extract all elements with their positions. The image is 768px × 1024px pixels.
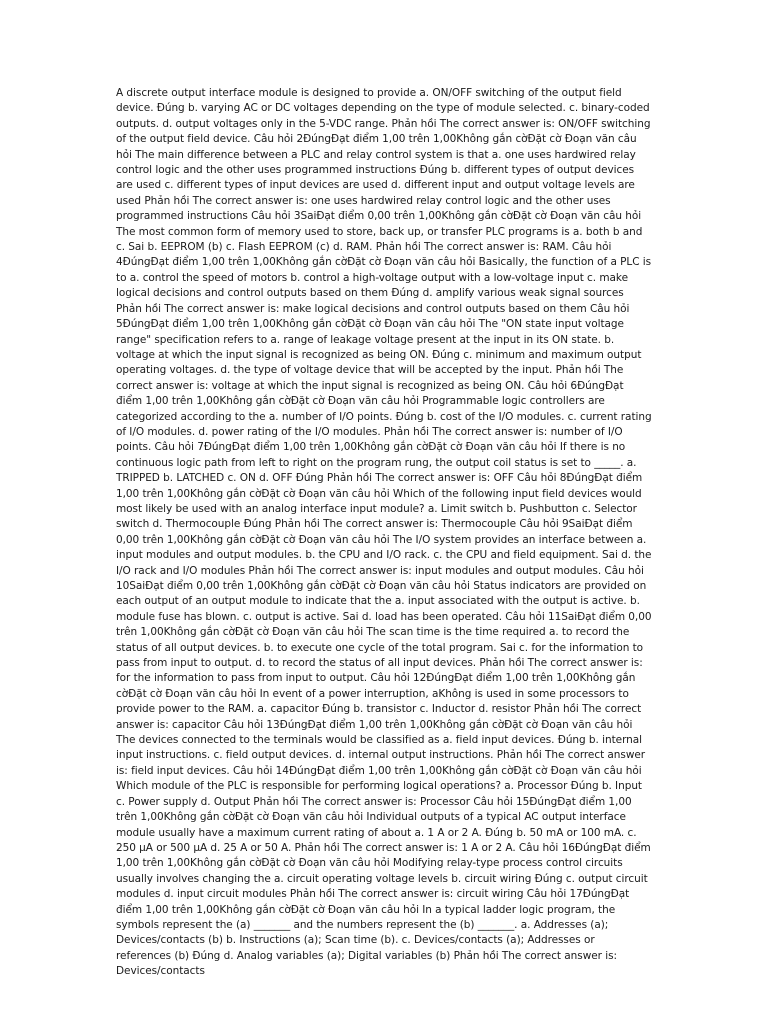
document-page [116, 86, 652, 980]
document-body-text: A discrete output interface module is designed to provide a. ON/OFF switching of the output field device. Đúng b. varying AC or DC voltages depending on the type of module selected. c. binary-coded outputs. d. output voltages only in the 5-VDC range. Phản hồi The correct answer is: ON/OFF switching of the output field device. Câu hỏi 2ĐúngĐạt điểm 1,00 trên 1,00Không gắn cờĐặt cờ Đoạn văn câu hỏi The main difference between a PLC and relay control system is that a. one uses hardwired relay control logic and the other uses programmed instructions Đúng b. different types of output devices are used c. different types of input devices are used d. different input and output voltage levels are used Phản hồi The correct answer is: one uses hardwired relay control logic and the other uses programmed instructions Câu hỏi 3SaiĐạt điểm 0,00 trên 1,00Không gắn cờĐặt cờ Đoạn văn câu hỏi The most common form of memory used to store, back up, or transfer PLC programs is a. both b and c. Sai b. EEPROM (b) c. Flash EEPROM (c) d. RAM. Phản hồi The correct answer is: RAM. Câu hỏi 4ĐúngĐạt điểm 1,00 trên 1,00Không gắn cờĐặt cờ Đoạn văn câu hỏi Basically, the function of a PLC is to a. control the speed of motors b. control a high-voltage output with a low-voltage input c. make logical decisions and control outputs based on them Đúng d. amplify various weak signal sources Phản hồi The correct answer is: make logical decisions and control outputs based on them Câu hỏi 5ĐúngĐạt điểm 1,00 trên 1,00Không gắn cờĐặt cờ Đoạn văn câu hỏi The "ON state input voltage range" specification refers to a. range of leakage voltage present at the input in its ON state. b. voltage at which the input signal is recognized as being ON. Đúng c. minimum and maximum output operating voltages. d. the type of voltage device that will be accepted by the input. Phản hồi The correct answer is: voltage at which the input signal is recognized as being ON. Câu hỏi 6ĐúngĐạt điểm 1,00 trên 1,00Không gắn cờĐặt cờ Đoạn văn câu hỏi Programmable logic controllers are categorized according to the a. number of I/O points. Đúng b. cost of the I/O modules. c. current rating of I/O modules. d. power rating of the I/O modules. Phản hồi The correct answer is: number of I/O points. Câu hỏi 7ĐúngĐạt điểm 1,00 trên 1,00Không gắn cờĐặt cờ Đoạn văn câu hỏi If there is no continuous logic path from left to right on the program rung, the output coil status is set to _____. a. TRIPPED b. LATCHED c. ON d. OFF Đúng Phản hồi The correct answer is: OFF Câu hỏi 8ĐúngĐạt điểm 1,00 trên 1,00Không gắn cờĐặt cờ Đoạn văn câu hỏi Which of the following input field devices would most likely be used with an analog interface input module? a. Limit switch b. Pushbutton c. Selector switch d. Thermocouple Đúng Phản hồi The correct answer is: Thermocouple Câu hỏi 9SaiĐạt điểm 0,00 trên 1,00Không gắn cờĐặt cờ Đoạn văn câu hỏi The I/O system provides an interface between a. input modules and output modules. b. the CPU and I/O rack. c. the CPU and field equipment. Sai d. the I/O rack and I/O modules Phản hồi The correct answer is: input modules and output modules. Câu hỏi 10SaiĐạt điểm 0,00 trên 1,00Không gắn cờĐặt cờ Đoạn văn câu hỏi Status indicators are provided on each output of an output module to indicate that the a. input associated with the output is active. b. module fuse has blown. c. output is active. Sai d. load has been operated. Câu hỏi 11SaiĐạt điểm 0,00 trên 1,00Không gắn cờĐặt cờ Đoạn văn câu hỏi The scan time is the time required a. to record the status of all output devices. b. to execute one cycle of the total program. Sai c. for the information to pass from input to output. d. to record the status of all input devices. Phản hồi The correct answer is: for the information to pass from input to output. Câu hỏi 12ĐúngĐạt điểm 1,00 trên 1,00Không gắn cờĐặt cờ Đoạn văn câu hỏi In event of a power interruption, aKhông is used in some processors to provide power to the RAM. a. capacitor Đúng b. transistor c. Inductor d. resistor Phản hồi The correct answer is: capacitor Câu hỏi 13ĐúngĐạt điểm 1,00 trên 1,00Không gắn cờĐặt cờ Đoạn văn câu hỏi The devices connected to the terminals would be classified as a. field input devices. Đúng b. internal input instructions. c. field output devices. d. internal output instructions. Phản hồi The correct answer is: field input devices. Câu hỏi 14ĐúngĐạt điểm 1,00 trên 1,00Không gắn cờĐặt cờ Đoạn văn câu hỏi Which module of the PLC is responsible for performing logical operations? a. Processor Đúng b. Input c. Power supply d. Output Phản hồi The correct answer is: Processor Câu hỏi 15ĐúngĐạt điểm 1,00 trên 1,00Không gắn cờĐặt cờ Đoạn văn câu hỏi Individual outputs of a typical AC output interface module usually have a maximum current rating of about a. 1 A or 2 A. Đúng b. 50 mA or 100 mA. c. 250 μA or 500 μA d. 25 A or 50 A. Phản hồi The correct answer is: 1 A or 2 A. Câu hỏi 16ĐúngĐạt điểm 1,00 trên 1,00Không gắn cờĐặt cờ Đoạn văn câu hỏi Modifying relay-type process control circuits usually involves changing the a. circuit operating voltage levels b. circuit wiring Đúng c. output circuit modules d. input circuit modules Phản hồi The correct answer is: circuit wiring Câu hỏi 17ĐúngĐạt điểm 1,00 trên 1,00Không gắn cờĐặt cờ Đoạn văn câu hỏi In a typical ladder logic program, the symbols represent the (a) _______ and the numbers represent the (b) _______. a. Addresses (a); Devices/contacts (b) b. Instructions (a); Scan time (b). c. Devices/contacts (a); Addresses or references (b) Đúng d. Analog variables (a); Digital variables (b) Phản hồi The correct answer is: Devices/contacts [116, 87, 652, 978]
